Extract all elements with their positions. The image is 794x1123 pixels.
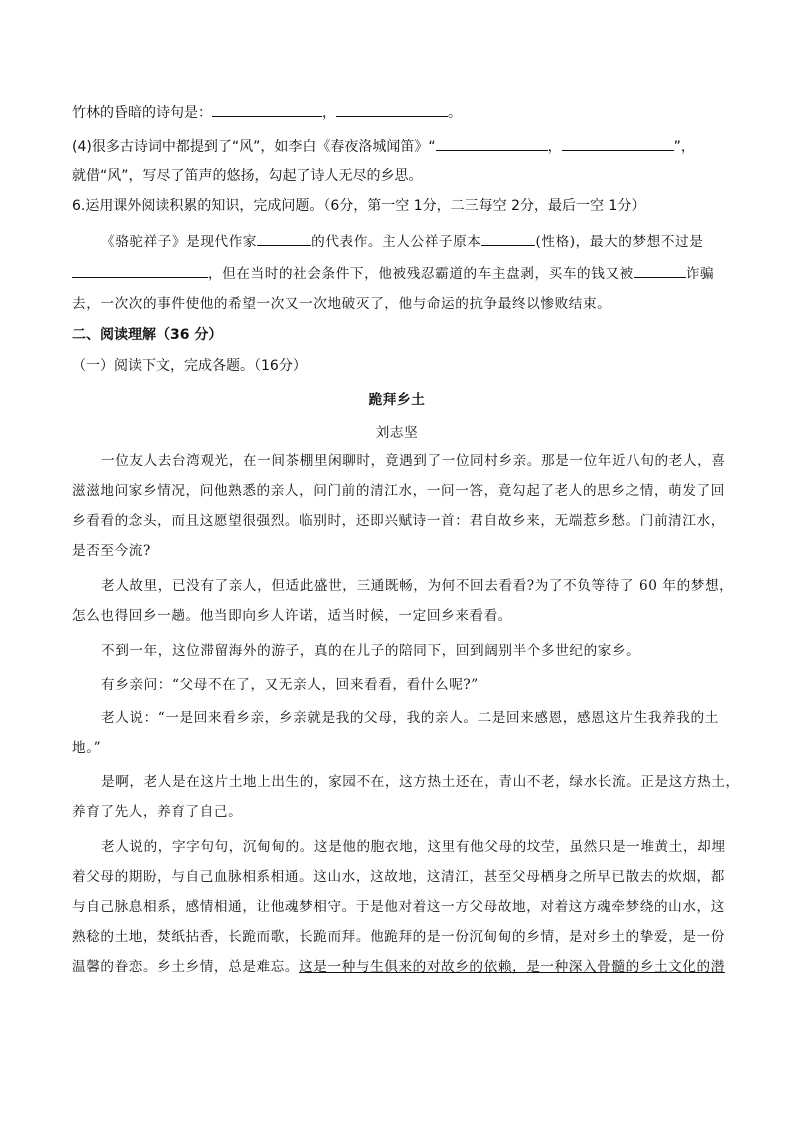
question-6-line-1: 《骆驼祥子》是现代作家 的代表作。主人公祥子原本 (性格)，最大的梦想不过是	[101, 231, 703, 252]
article-line: 老人说：“一是回来看乡亲，乡亲就是我的父母，我的亲人。二是回来感恩，感恩这片生我养我的土	[101, 710, 719, 726]
answer-blank[interactable]	[436, 136, 548, 151]
article-line-last: 温馨的眷恋。乡土乡情，总是难忘。这是一种与生俱来的对故乡的依赖，是一种深入骨髓的乡土文化的潜	[72, 959, 725, 975]
article-author: 刘志坚	[375, 425, 419, 441]
section-heading: 二、阅读理解（36 分）	[72, 327, 223, 343]
question-5-4: (4)很多古诗词中都提到了“风”，如李白《春夜洛城闻笛》“ ， ”，	[72, 136, 695, 157]
question-5-3: 竹林的昏暗的诗句是： ， 。	[72, 102, 462, 123]
article-line: 怎么也得回乡一趟。他当即向乡人许诺，适当时候，一定回乡来看看。	[72, 608, 513, 624]
answer-blank[interactable]	[562, 136, 674, 151]
question-6-title: 6.运用课外阅读积累的知识，完成问题。（6分，第一空 1分，二三每空 2分，最后一空 1分）	[72, 198, 646, 214]
question-text: 竹林的昏暗的诗句是：	[72, 105, 212, 121]
article-line: 滋滋地问家乡情况，问他熟悉的亲人，问门前的清江水，一问一答，竟勾起了老人的思乡之情，萌发了回	[72, 483, 725, 499]
answer-blank[interactable]	[257, 231, 311, 246]
underlined-sentence: 这是一种与生俱来的对故乡的依赖，是一种深入骨髓的乡土文化的潜	[299, 959, 725, 975]
answer-blank[interactable]	[212, 102, 322, 117]
question-text: (4)很多古诗词中都提到了“风”，如李白《春夜洛城闻笛》“	[72, 139, 436, 155]
article-line: 有乡亲问：“父母不在了，又无亲人，回来看看，看什么呢?”	[101, 677, 479, 693]
answer-blank[interactable]	[336, 102, 448, 117]
article-line: 是啊，老人是在这片土地上出生的，家园不在，这方热土还在，青山不老，绿水长流。正是这方热土，	[101, 774, 740, 790]
article-title: 跪拜乡土	[368, 392, 426, 408]
article-line: 熟稔的土地，焚纸拈香，长跪而歌，长跪而拜。他跪拜的是一份沉甸甸的乡情，是对乡土的挚爱，是一份	[72, 929, 725, 945]
answer-blank[interactable]	[481, 231, 535, 246]
answer-blank[interactable]	[72, 263, 208, 278]
article-line: 老人说的，字字句句，沉甸甸的。这是他的胞衣地，这里有他父母的坟茔，虽然只是一堆黄土，却埋	[101, 839, 726, 855]
article-line: 老人故里，已没有了亲人，但适此盛世，三通既畅，为何不回去看看?为了不负等待了 60 年的梦想，	[101, 578, 734, 594]
article-line: 着父母的期盼，与自己血脉相系相通。这山水，这故地，这清江，甚至父母栖身之所早已散去的炊烟，都	[72, 869, 725, 885]
question-6-line-3: 去，一次次的事件使他的希望一次又一次地破灭了，他与命运的抗争最终以惨败结束。	[72, 296, 612, 312]
question-6-line-2: ，但在当时的社会条件下，他被残忍霸道的车主盘剥，买车的钱又被 诈骗	[72, 263, 714, 284]
article-line: 养育了先人，养育了自己。	[72, 804, 243, 820]
article-line: 一位友人去台湾观光，在一间茶棚里闲聊时，竟遇到了一位同村乡亲。那是一位年近八旬的老人，喜	[101, 453, 726, 469]
answer-blank[interactable]	[634, 263, 686, 278]
article-line: 是否至今流?	[72, 543, 151, 559]
article-line: 不到一年，这位滞留海外的游子，真的在儿子的陪同下，回到阔别半个多世纪的家乡。	[101, 643, 641, 659]
article-line: 与自己脉息相系，感情相通，让他魂梦相守。于是他对着这一方父母故地，对着这方魂牵梦绕的山水，这	[72, 899, 725, 915]
question-5-4-continued: 就借“风”，写尽了笛声的悠扬，勾起了诗人无尽的乡思。	[72, 168, 423, 184]
subsection-heading: （一）阅读下文，完成各题。（16分）	[72, 358, 307, 374]
article-line: 地。”	[72, 740, 102, 756]
article-line: 乡看看的念头，而且这愿望很强烈。临别时，还即兴赋诗一首：君自故乡来，无端惹乡愁。门前清江水，	[72, 513, 725, 529]
